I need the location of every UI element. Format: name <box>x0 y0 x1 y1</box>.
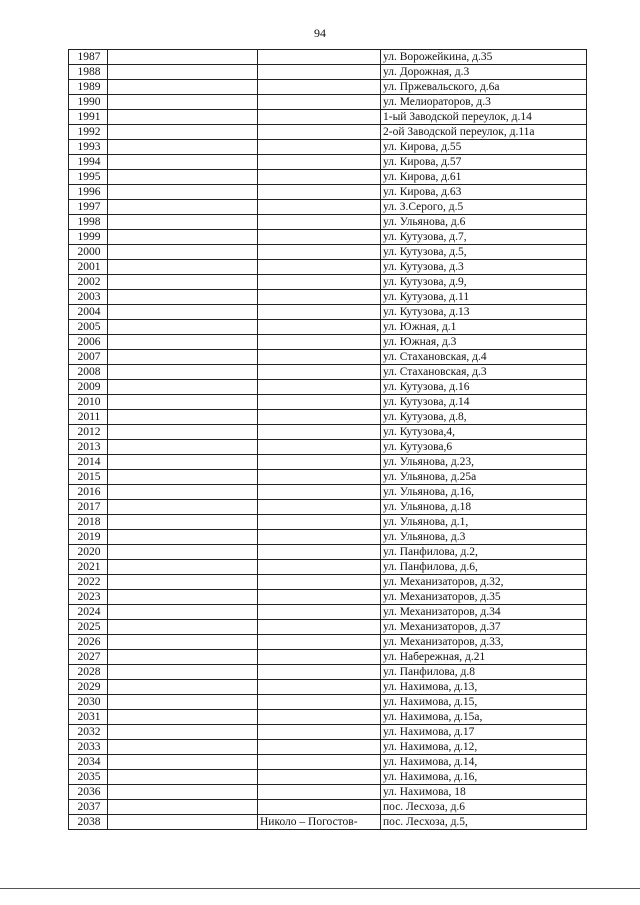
district-cell <box>108 755 258 770</box>
settlement-cell <box>258 260 381 275</box>
address-cell: ул. Панфилова, д.2, <box>381 545 587 560</box>
address-cell: ул. Панфилова, д.6, <box>381 560 587 575</box>
row-number: 2008 <box>69 365 108 380</box>
settlement-cell <box>258 110 381 125</box>
table-row <box>69 695 587 710</box>
row-number: 1988 <box>69 65 108 80</box>
settlement-cell <box>258 500 381 515</box>
settlement-cell <box>258 650 381 665</box>
district-cell <box>108 695 258 710</box>
address-cell: ул. Кутузова, д.14 <box>381 395 587 410</box>
row-number: 1997 <box>69 200 108 215</box>
settlement-cell <box>258 80 381 95</box>
settlement-cell <box>258 320 381 335</box>
row-number: 2022 <box>69 575 108 590</box>
settlement-cell <box>258 710 381 725</box>
table-row <box>69 155 587 170</box>
row-number: 1991 <box>69 110 108 125</box>
settlement-cell <box>258 785 381 800</box>
settlement-cell <box>258 365 381 380</box>
row-number: 1987 <box>69 50 108 65</box>
row-number: 2003 <box>69 290 108 305</box>
address-cell: ул. Южная, д.3 <box>381 335 587 350</box>
district-cell <box>108 320 258 335</box>
district-cell <box>108 50 258 65</box>
district-cell <box>108 530 258 545</box>
settlement-cell <box>258 290 381 305</box>
district-cell <box>108 650 258 665</box>
table-row <box>69 680 587 695</box>
table-row <box>69 500 587 515</box>
settlement-cell <box>258 575 381 590</box>
settlement-cell <box>258 410 381 425</box>
table-row <box>69 380 587 395</box>
district-cell <box>108 500 258 515</box>
table-row <box>69 95 587 110</box>
district-cell <box>108 725 258 740</box>
district-cell <box>108 680 258 695</box>
row-number: 1993 <box>69 140 108 155</box>
settlement-cell <box>258 485 381 500</box>
settlement-cell <box>258 425 381 440</box>
table-row <box>69 455 587 470</box>
settlement-cell <box>258 440 381 455</box>
settlement-cell <box>258 455 381 470</box>
table-row <box>69 395 587 410</box>
table-row <box>69 575 587 590</box>
table-row <box>69 365 587 380</box>
district-cell <box>108 575 258 590</box>
table-row <box>69 590 587 605</box>
settlement-cell <box>258 185 381 200</box>
district-cell <box>108 260 258 275</box>
settlement-cell <box>258 65 381 80</box>
settlement-cell <box>258 140 381 155</box>
table-row <box>69 290 587 305</box>
district-cell <box>108 110 258 125</box>
address-cell: ул. Ульянова, д.25а <box>381 470 587 485</box>
row-number: 2009 <box>69 380 108 395</box>
district-cell <box>108 605 258 620</box>
table-row <box>69 425 587 440</box>
settlement-cell <box>258 155 381 170</box>
district-cell <box>108 215 258 230</box>
address-cell: ул. Нахимова, д.17 <box>381 725 587 740</box>
district-cell <box>108 350 258 365</box>
row-number: 2013 <box>69 440 108 455</box>
address-cell: ул. Кутузова, д.5, <box>381 245 587 260</box>
address-cell: ул. Нахимова, д.13, <box>381 680 587 695</box>
table-row <box>69 635 587 650</box>
address-cell: ул. Панфилова, д.8 <box>381 665 587 680</box>
address-cell: ул. Кутузова, д.9, <box>381 275 587 290</box>
row-number: 2038 <box>69 815 108 830</box>
district-cell <box>108 305 258 320</box>
table-row <box>69 200 587 215</box>
address-cell: ул. Механизаторов, д.34 <box>381 605 587 620</box>
settlement-cell <box>258 635 381 650</box>
address-cell: ул. Ульянова, д.3 <box>381 530 587 545</box>
address-cell: 2-ой Заводской переулок, д.11а <box>381 125 587 140</box>
table-row <box>69 620 587 635</box>
row-number: 2026 <box>69 635 108 650</box>
table-row <box>69 230 587 245</box>
table-row <box>69 770 587 785</box>
district-cell <box>108 170 258 185</box>
row-number: 2023 <box>69 590 108 605</box>
settlement-cell <box>258 755 381 770</box>
settlement-cell <box>258 590 381 605</box>
address-cell: ул. Ульянова, д.6 <box>381 215 587 230</box>
settlement-cell <box>258 470 381 485</box>
address-cell: ул. Кутузова, д.7, <box>381 230 587 245</box>
district-cell <box>108 245 258 260</box>
address-cell: ул. З.Серого, д.5 <box>381 200 587 215</box>
table-row <box>69 530 587 545</box>
district-cell <box>108 635 258 650</box>
address-cell: ул. Нахимова, д.15, <box>381 695 587 710</box>
row-number: 1989 <box>69 80 108 95</box>
address-cell: ул. Механизаторов, д.33, <box>381 635 587 650</box>
row-number: 2005 <box>69 320 108 335</box>
row-number: 2031 <box>69 710 108 725</box>
address-cell: ул. Кутузова, д.3 <box>381 260 587 275</box>
address-cell: ул. Кутузова,4, <box>381 425 587 440</box>
table-row <box>69 485 587 500</box>
row-number: 2034 <box>69 755 108 770</box>
address-cell: ул. Ульянова, д.16, <box>381 485 587 500</box>
settlement-cell <box>258 395 381 410</box>
table-row <box>69 515 587 530</box>
settlement-cell <box>258 665 381 680</box>
row-number: 1996 <box>69 185 108 200</box>
settlement-cell <box>258 335 381 350</box>
row-number: 2016 <box>69 485 108 500</box>
address-cell: ул. Ульянова, д.1, <box>381 515 587 530</box>
settlement-cell <box>258 215 381 230</box>
row-number: 2030 <box>69 695 108 710</box>
table-row <box>69 320 587 335</box>
settlement-cell <box>258 560 381 575</box>
settlement-cell <box>258 170 381 185</box>
address-cell: ул. Набережная, д.21 <box>381 650 587 665</box>
table-row <box>69 305 587 320</box>
table-row <box>69 560 587 575</box>
row-number: 2033 <box>69 740 108 755</box>
row-number: 2025 <box>69 620 108 635</box>
district-cell <box>108 155 258 170</box>
row-number: 2002 <box>69 275 108 290</box>
row-number: 2020 <box>69 545 108 560</box>
table-row <box>69 545 587 560</box>
row-number: 2011 <box>69 410 108 425</box>
table-row <box>69 215 587 230</box>
district-cell <box>108 545 258 560</box>
address-cell: ул. Ворожейкина, д.35 <box>381 50 587 65</box>
settlement-cell <box>258 620 381 635</box>
address-cell: ул. Механизаторов, д.37 <box>381 620 587 635</box>
district-cell <box>108 665 258 680</box>
row-number: 2007 <box>69 350 108 365</box>
district-cell <box>108 740 258 755</box>
table-row <box>69 125 587 140</box>
table-row <box>69 785 587 800</box>
table-row <box>69 800 587 815</box>
table-row <box>69 815 587 830</box>
address-cell: ул. Дорожная, д.3 <box>381 65 587 80</box>
row-number: 1995 <box>69 170 108 185</box>
settlement-cell <box>258 770 381 785</box>
row-number: 2014 <box>69 455 108 470</box>
district-cell <box>108 560 258 575</box>
row-number: 2015 <box>69 470 108 485</box>
settlement-cell <box>258 230 381 245</box>
table-row <box>69 170 587 185</box>
district-cell <box>108 410 258 425</box>
table-row <box>69 440 587 455</box>
district-cell <box>108 515 258 530</box>
district-cell <box>108 230 258 245</box>
table-row <box>69 245 587 260</box>
table-row <box>69 260 587 275</box>
table-row <box>69 410 587 425</box>
settlement-cell <box>258 95 381 110</box>
address-cell: ул. Ульянова, д.18 <box>381 500 587 515</box>
settlement-cell <box>258 50 381 65</box>
district-cell <box>108 425 258 440</box>
address-table <box>68 49 587 830</box>
settlement-cell <box>258 515 381 530</box>
row-number: 2010 <box>69 395 108 410</box>
address-cell: 1-ый Заводской переулок, д.14 <box>381 110 587 125</box>
district-cell <box>108 470 258 485</box>
address-cell: ул. Нахимова, д.16, <box>381 770 587 785</box>
table-row <box>69 80 587 95</box>
district-cell <box>108 485 258 500</box>
row-number: 2017 <box>69 500 108 515</box>
settlement-cell <box>258 725 381 740</box>
address-cell: ул. Пржевальского, д.6а <box>381 80 587 95</box>
address-cell: ул. Кирова, д.55 <box>381 140 587 155</box>
address-cell: ул. Нахимова, 18 <box>381 785 587 800</box>
row-number: 2012 <box>69 425 108 440</box>
settlement-cell <box>258 275 381 290</box>
address-table-body <box>69 50 587 830</box>
address-cell: ул. Кутузова, д.16 <box>381 380 587 395</box>
row-number: 2028 <box>69 665 108 680</box>
table-row <box>69 650 587 665</box>
row-number: 2019 <box>69 530 108 545</box>
table-row <box>69 50 587 65</box>
row-number: 2037 <box>69 800 108 815</box>
district-cell <box>108 275 258 290</box>
address-cell: ул. Механизаторов, д.32, <box>381 575 587 590</box>
district-cell <box>108 455 258 470</box>
district-cell <box>108 710 258 725</box>
district-cell <box>108 440 258 455</box>
district-cell <box>108 125 258 140</box>
row-number: 2024 <box>69 605 108 620</box>
district-cell <box>108 290 258 305</box>
row-number: 2004 <box>69 305 108 320</box>
table-row <box>69 185 587 200</box>
table-row <box>69 140 587 155</box>
row-number: 2029 <box>69 680 108 695</box>
address-cell: ул. Кутузова,6 <box>381 440 587 455</box>
page-bottom-rule <box>0 888 640 889</box>
table-row <box>69 110 587 125</box>
district-cell <box>108 65 258 80</box>
table-row <box>69 335 587 350</box>
table-row <box>69 470 587 485</box>
table-row <box>69 665 587 680</box>
settlement-cell: Николо – Погостов- <box>258 815 381 830</box>
district-cell <box>108 140 258 155</box>
district-cell <box>108 590 258 605</box>
district-cell <box>108 95 258 110</box>
settlement-cell <box>258 305 381 320</box>
settlement-cell <box>258 680 381 695</box>
district-cell <box>108 395 258 410</box>
address-cell: ул. Нахимова, д.14, <box>381 755 587 770</box>
row-number: 1994 <box>69 155 108 170</box>
district-cell <box>108 815 258 830</box>
settlement-cell <box>258 200 381 215</box>
address-cell: ул. Нахимова, д.12, <box>381 740 587 755</box>
address-cell: ул. Нахимова, д.15а, <box>381 710 587 725</box>
page-number: 94 <box>314 26 326 40</box>
settlement-cell <box>258 245 381 260</box>
row-number: 2035 <box>69 770 108 785</box>
district-cell <box>108 620 258 635</box>
row-number: 2006 <box>69 335 108 350</box>
district-cell <box>108 335 258 350</box>
table-row <box>69 725 587 740</box>
table-row <box>69 65 587 80</box>
address-cell: ул. Мелиораторов, д.3 <box>381 95 587 110</box>
table-row <box>69 755 587 770</box>
address-cell: ул. Стахановская, д.3 <box>381 365 587 380</box>
address-cell: ул. Кирова, д.63 <box>381 185 587 200</box>
settlement-cell <box>258 740 381 755</box>
address-cell: ул. Механизаторов, д.35 <box>381 590 587 605</box>
address-cell: ул. Кутузова, д.8, <box>381 410 587 425</box>
row-number: 2021 <box>69 560 108 575</box>
row-number: 2032 <box>69 725 108 740</box>
row-number: 1990 <box>69 95 108 110</box>
settlement-cell <box>258 380 381 395</box>
table-row <box>69 275 587 290</box>
district-cell <box>108 365 258 380</box>
row-number: 2036 <box>69 785 108 800</box>
settlement-cell <box>258 545 381 560</box>
settlement-cell <box>258 800 381 815</box>
district-cell <box>108 800 258 815</box>
address-cell: ул. Кутузова, д.13 <box>381 305 587 320</box>
district-cell <box>108 185 258 200</box>
address-cell: пос. Лесхоза, д.5, <box>381 815 587 830</box>
district-cell <box>108 380 258 395</box>
row-number: 1992 <box>69 125 108 140</box>
row-number: 1998 <box>69 215 108 230</box>
address-cell: пос. Лесхоза, д.6 <box>381 800 587 815</box>
settlement-cell <box>258 695 381 710</box>
row-number: 2000 <box>69 245 108 260</box>
settlement-cell <box>258 605 381 620</box>
table-row <box>69 740 587 755</box>
settlement-cell <box>258 350 381 365</box>
address-cell: ул. Кутузова, д.11 <box>381 290 587 305</box>
address-cell: ул. Ульянова, д.23, <box>381 455 587 470</box>
settlement-cell <box>258 125 381 140</box>
table-row <box>69 350 587 365</box>
district-cell <box>108 200 258 215</box>
address-cell: ул. Кирова, д.61 <box>381 170 587 185</box>
row-number: 2018 <box>69 515 108 530</box>
row-number: 2001 <box>69 260 108 275</box>
district-cell <box>108 770 258 785</box>
row-number: 1999 <box>69 230 108 245</box>
district-cell <box>108 785 258 800</box>
address-cell: ул. Южная, д.1 <box>381 320 587 335</box>
settlement-cell <box>258 530 381 545</box>
table-row <box>69 605 587 620</box>
address-cell: ул. Кирова, д.57 <box>381 155 587 170</box>
table-row <box>69 710 587 725</box>
row-number: 2027 <box>69 650 108 665</box>
district-cell <box>108 80 258 95</box>
address-cell: ул. Стахановская, д.4 <box>381 350 587 365</box>
